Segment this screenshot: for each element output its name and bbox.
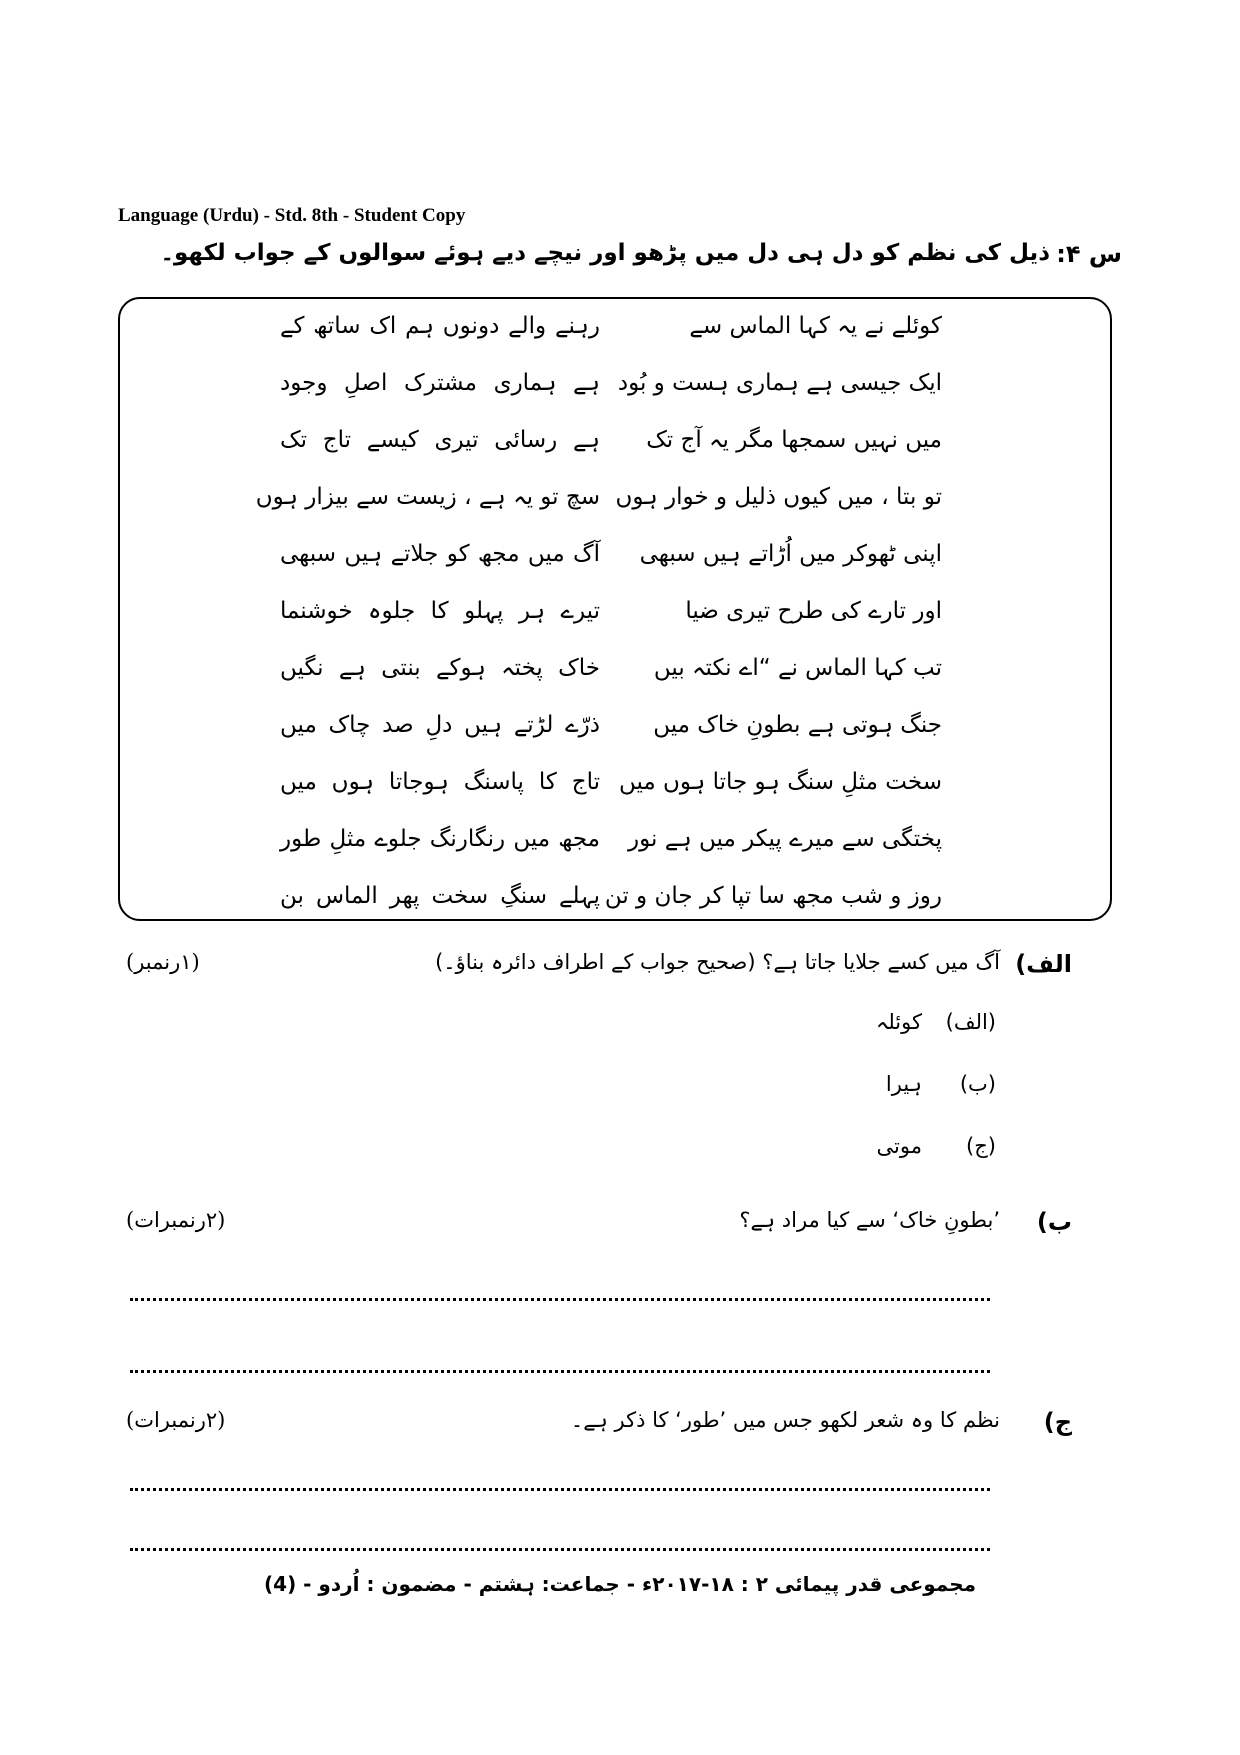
poem-line-first: تب کہا الماس نے “اے نکتہ بیں [653, 655, 942, 681]
option-label: (الف) [945, 1010, 996, 1034]
question-number: س ۴: [1056, 240, 1122, 268]
poem-line-first: تو بتا ، میں کیوں ذلیل و خوار ہوں [615, 484, 942, 510]
poem-line-second: پہلے سنگِ سخت پھر الماس بن [280, 883, 600, 909]
option-label: (ب) [959, 1072, 996, 1096]
part-c-label: ج) [1043, 1408, 1072, 1436]
question-instruction: ذیل کی نظم کو دل ہی دل میں پڑھو اور نیچے دیے ہوئے سوالوں کے جواب لکھو۔ [160, 240, 1050, 266]
part-b-question: ’بطونِ خاک‘ سے کیا مراد ہے؟ [739, 1208, 1000, 1232]
answer-line[interactable] [130, 1488, 990, 1491]
poem-couplet [120, 712, 1110, 769]
part-a-marks: (۱رنمبر) [126, 950, 200, 974]
answer-line[interactable] [130, 1298, 990, 1301]
poem-box [118, 297, 1112, 921]
poem-couplet [120, 655, 1110, 712]
answer-line[interactable] [130, 1548, 990, 1551]
part-a-label: الف) [1015, 950, 1072, 978]
poem-couplet [120, 826, 1110, 883]
poem-couplet [120, 598, 1110, 655]
part-b-label: ب) [1036, 1208, 1072, 1236]
poem-line-first: میں نہیں سمجھا مگر یہ آج تک [646, 427, 942, 453]
poem-couplet [120, 313, 1110, 370]
poem-line-first: کوئلے نے یہ کہا الماس سے [689, 313, 942, 339]
option-text[interactable]: کوئلہ [876, 1010, 922, 1034]
poem-line-first: اپنی ٹھوکر میں اُڑاتے ہیں سبھی [639, 541, 942, 567]
poem-couplet [120, 769, 1110, 826]
part-a-question: آگ میں کسے جلایا جاتا ہے؟ (صحیح جواب کے اطراف دائرہ بناؤ۔) [435, 950, 1000, 974]
poem-line-first: سخت مثلِ سنگ ہو جاتا ہوں میں [618, 769, 942, 795]
poem-line-first: پختگی سے میرے پیکر میں ہے نور [628, 826, 942, 852]
poem-line-second: ذرّے لڑتے ہیں دلِ صد چاک میں [280, 712, 600, 738]
poem-couplet [120, 541, 1110, 598]
poem-line-second: ہے رسائی تیری کیسے تاج تک [280, 427, 600, 453]
poem-couplet [120, 370, 1110, 427]
page-footer: مجموعی قدر پیمائی ۲ : ۱۸-۲۰۱۷ء - جماعت: ہشتم - مضمون : اُردو - (4) [264, 1572, 976, 1596]
poem-line-first: ایک جیسی ہے ہماری ہست و بُود [617, 370, 942, 396]
option-text[interactable]: ہیرا [885, 1072, 922, 1096]
option-text[interactable]: موتی [876, 1134, 922, 1158]
answer-line[interactable] [130, 1370, 990, 1373]
part-c-question: نظم کا وہ شعر لکھو جس میں ’طور‘ کا ذکر ہے۔ [570, 1408, 1000, 1432]
poem-line-second: ہے ہماری مشترک اصلِ وجود [280, 370, 600, 396]
poem-line-first: روز و شب مجھ سا تپا کر جان و تن [604, 883, 942, 909]
poem-couplet [120, 427, 1110, 484]
poem-couplet [120, 883, 1110, 940]
poem-line-second: سچ تو یہ ہے ، زیست سے بیزار ہوں [255, 484, 600, 510]
document-header: Language (Urdu) - Std. 8th - Student Copy [118, 205, 466, 226]
option-label: (ج) [966, 1134, 996, 1158]
poem-couplet [120, 484, 1110, 541]
poem-line-second: مجھ میں رنگارنگ جلوے مثلِ طور [280, 826, 600, 852]
poem-line-first: اور تارے کی طرح تیری ضیا [685, 598, 942, 624]
part-c-marks: (۲رنمبرات) [126, 1408, 226, 1432]
poem-line-second: آگ میں مجھ کو جلاتے ہیں سبھی [280, 541, 600, 567]
poem-line-second: تیرے ہر پہلو کا جلوہ خوشنما [280, 598, 600, 624]
poem-line-second: رہنے والے دونوں ہم اک ساتھ کے [280, 313, 600, 339]
poem-line-first: جنگ ہوتی ہے بطونِ خاک میں [653, 712, 942, 738]
poem-line-second: خاک پختہ ہوکے بنتی ہے نگیں [280, 655, 600, 681]
poem-line-second: تاج کا پاسنگ ہوجاتا ہوں میں [280, 769, 600, 795]
part-b-marks: (۲رنمبرات) [126, 1208, 226, 1232]
